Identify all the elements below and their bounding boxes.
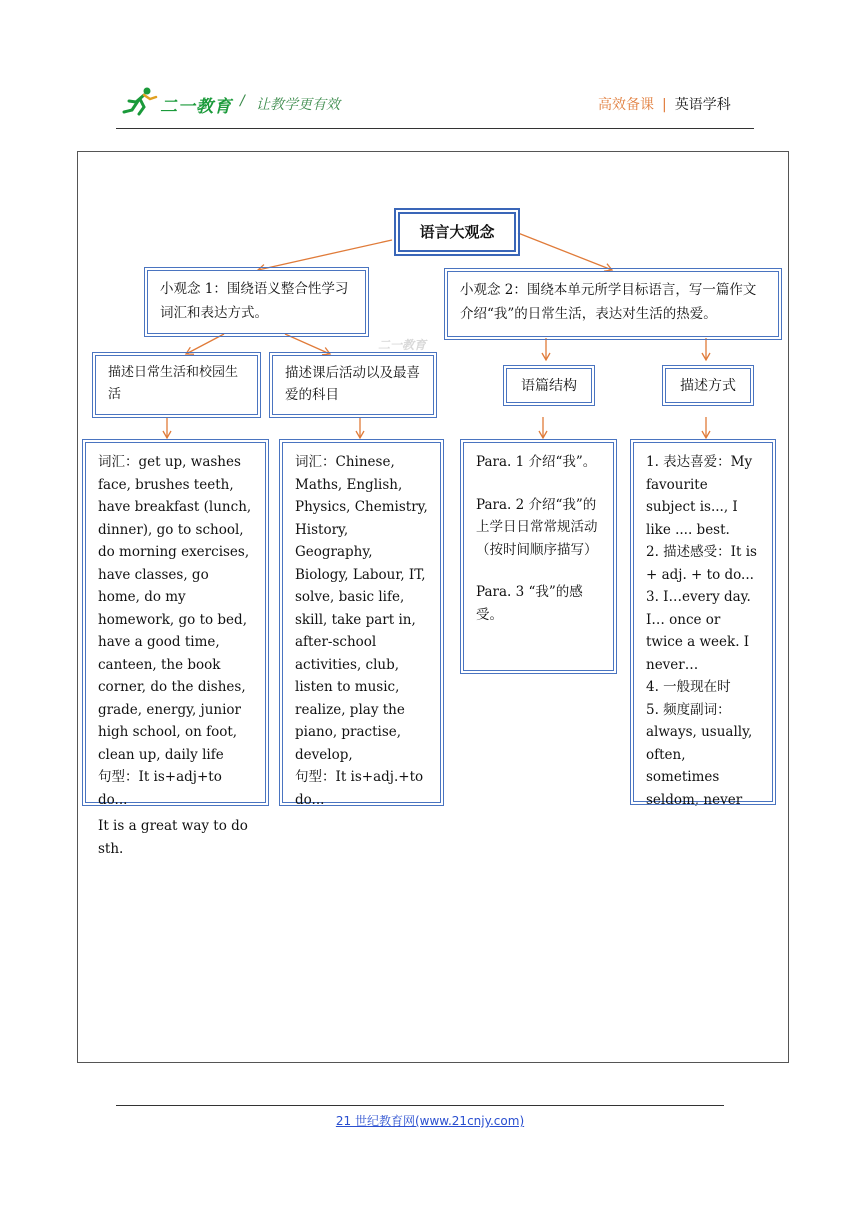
header-subject <box>598 94 731 114</box>
concept-1-box: 小观念 1：围绕语义整合性学习词汇和表达方式。 <box>147 270 366 334</box>
footer-link[interactable]: 21 世纪教育网(www.21cnjy.com) <box>335 1114 525 1128</box>
header-rule <box>116 128 754 129</box>
subtopic-activities-box: 描述课后活动以及最喜爱的科目 <box>272 355 434 415</box>
expression-3-text: 3. I…every day. I… once or twice a week. I never… <box>646 589 751 673</box>
footer-rule <box>116 1105 724 1106</box>
vocab-subjects-box <box>282 442 441 808</box>
slogan: 让教学更有效 <box>256 97 340 113</box>
slogan-separator: / <box>240 93 245 109</box>
logo-text: 二一教育 <box>160 97 232 117</box>
vocab-subjects-text: 词汇：Chinese, Maths, English, Physics, Chemistry, History, Geography, Biology, Labour, IT, solve, basic life, skill, take part in, after-school activities, club, listen to music, realize, play the piano, practise, develop, <box>295 454 428 763</box>
header-label-a: 高效备课 <box>598 97 654 113</box>
pattern-daily-life-text: 句型：It is+adj+to do... <box>98 769 222 808</box>
watermark: 二一教育 <box>378 338 427 352</box>
para-1-text: Para. 1 介绍“我”。 <box>476 454 597 470</box>
subtopic-structure-box: 语篇结构 <box>506 368 592 403</box>
structure-box <box>463 442 614 671</box>
pattern-daily-life-text-2: It is a great way to do sth. <box>98 818 248 857</box>
vocab-daily-life-text: 词汇：get up, washes face, brushes teeth, have breakfast (lunch, dinner), go to school, do morning exercises, have classes, go home, do my homework, go to bed, have a good time, canteen, the book corner, do the dishes, grade, energy, junior high school, on foot, clean up, daily life <box>98 454 252 763</box>
expression-1-text: 1. 表达喜爱：My favourite subject is..., I like .... best. <box>646 454 753 538</box>
expression-5-text: 5. 频度副词：always, usually, often, sometimes seldom, never <box>646 701 753 808</box>
para-3-text: Para. 3 “我”的感受。 <box>476 584 583 623</box>
concept-2-box: 小观念 2：围绕本单元所学目标语言，写一篇作文介绍“我”的日常生活，表达对生活的热爱。 <box>447 271 779 337</box>
expression-2-text: 2. 描述感受：It is + adj. + to do... <box>646 544 757 583</box>
expression-4-text: 4. 一般现在时 <box>646 679 731 695</box>
subtopic-daily-life-box: 描述日常生活和校园生活 <box>95 355 258 415</box>
expression-box <box>633 442 773 808</box>
header-label-b: 英语学科 <box>674 97 731 113</box>
main-concept-box: 语言大观念 <box>398 212 516 252</box>
para-2-text: Para. 2 介绍“我”的上学日日常常规活动（按时间顺序描写） <box>476 496 598 558</box>
runner-logo-icon <box>120 86 160 116</box>
vocab-daily-life-box <box>85 442 266 857</box>
header-separator: | <box>662 97 667 113</box>
subtopic-expression-box: 描述方式 <box>665 368 751 403</box>
pattern-subjects-text: 句型：It is+adj.+to do... <box>295 769 424 808</box>
